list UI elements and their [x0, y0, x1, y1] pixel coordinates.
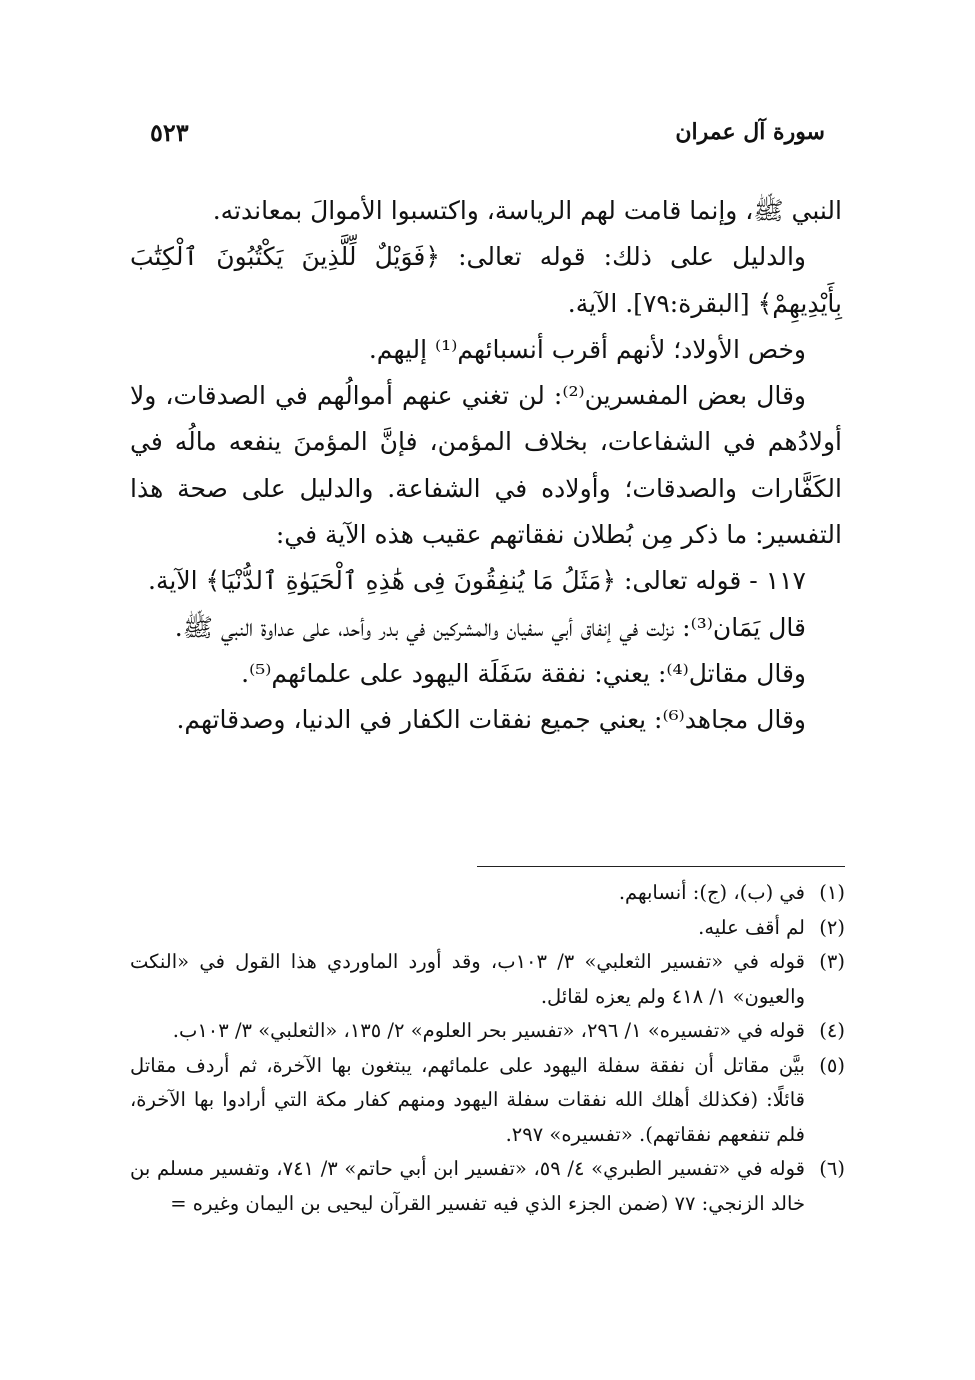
footnote-item	[130, 876, 845, 911]
paragraph: وخص الأولاد؛ لأنهم أقرب أنسبائهم⁽¹⁾ إليهم.	[368, 334, 806, 364]
footnote-text: في (ب)، (ج): أنسابهم.	[618, 881, 805, 904]
footnote-item	[130, 1152, 845, 1221]
footnote-number: (٣)	[819, 950, 845, 973]
footnote-number: (١)	[819, 881, 845, 904]
footnote-text: لم أقف عليه.	[698, 915, 805, 939]
footnote-item	[130, 1049, 845, 1153]
footnote-text: قوله في «تفسير الطبري» ٤/ ٥٩، «تفسير ابن أبي حاتم» ٣/ ٧٤١، وتفسير مسلم بن خالد الزنجي: ٧٧ (ضمن الجزء الذي فيه تفسير القرآن ليحيى بن اليمان وغيره =	[130, 1157, 805, 1215]
footnote-number: (٥)	[819, 1053, 845, 1077]
paragraph: والدليل على ذلك: قوله تعالى: ﴿فَوَيْلٌ لِّلَّذِينَ يَكْتُبُونَ ٱلْكِتَٰبَ بِأَيْدِيهِمْ﴾ [البقرة:٧٩]. الآية.	[130, 242, 842, 318]
footnote-number: (٤)	[819, 1019, 845, 1042]
page-header	[150, 112, 825, 152]
paragraph: ١١٧ - قوله تعالى: ﴿مَثَلُ مَا يُنفِقُونَ فِى هَٰذِهِ ٱلْحَيَوٰةِ ٱلدُّنْيَا﴾ الآية.	[148, 566, 806, 596]
footnote-number: (٦)	[819, 1157, 845, 1180]
footnote-text: قوله في «تفسيره» ١/ ٢٩٦، «تفسير بحر العلوم» ٢/ ١٣٥، «الثعلبي» ٣/ ١٠٣ب.	[172, 1019, 805, 1042]
footnote-item	[130, 911, 845, 946]
surah-title: سورة آل عمران	[675, 119, 825, 145]
footnote-item	[130, 1014, 845, 1049]
main-text	[130, 188, 842, 744]
footnotes	[130, 876, 845, 1221]
footnote-text: بيَّن مقاتل أن نفقة سفلة اليهود على علمائهم، يبتغون بها الآخرة، ثم أردف مقاتل قائلًا: (فكذلك أهلك الله نفقات سفلة اليهود ومنهم كفار مكة التي أرادوا بها الآخرة، فلم تنفعهم نفقاتهم). «تفسيره» ٢٩٧.	[130, 1053, 805, 1146]
paragraph: وقال بعض المفسرين⁽²⁾: لن تغني عنهم أموالُهم في الصدقات، ولا أولادُهم في الشفاعات، بخلاف المؤمن، فإنَّ المؤمنَ ينفعه مالُه في الكَفَّارات والصدقات؛ وأولاده في الشفاعة. والدليل على صحة هذا التفسير: ما ذكر مِن بُطلان نفقاتهم عقيب هذه الآية في:	[130, 381, 842, 550]
footnote-text: قوله في «تفسير الثعلبي» ٣/ ١٠٣ب، وقد أورد الماوردي هذا القول في «النكت والعيون» ١/ ٤١٨ ولم يعزه لقائل.	[130, 950, 805, 1008]
paragraph: قال يَمَان⁽³⁾: نزلت في إنفاق أبي سفيان والمشركين في بدر وأحد، على عداوة النبي ﷺ.	[174, 612, 806, 642]
footnote-item	[130, 945, 845, 1014]
paragraph: وقال مقاتل⁽⁴⁾: يعني: نفقة سَفَلَة اليهود على علمائهم⁽⁵⁾.	[241, 658, 806, 688]
paragraph: وقال مجاهد⁽⁶⁾: يعني جميع نفقات الكفار في الدنيا، وصدقاتهم.	[176, 705, 806, 735]
footnote-divider	[477, 866, 845, 867]
page-number: ٥٢٣	[150, 117, 189, 147]
footnote-number: (٢)	[819, 915, 845, 939]
paragraph: النبي ﷺ، وإنما قامت لهم الرياسة، واكتسبوا الأموالَ بمعاندته.	[212, 196, 842, 225]
